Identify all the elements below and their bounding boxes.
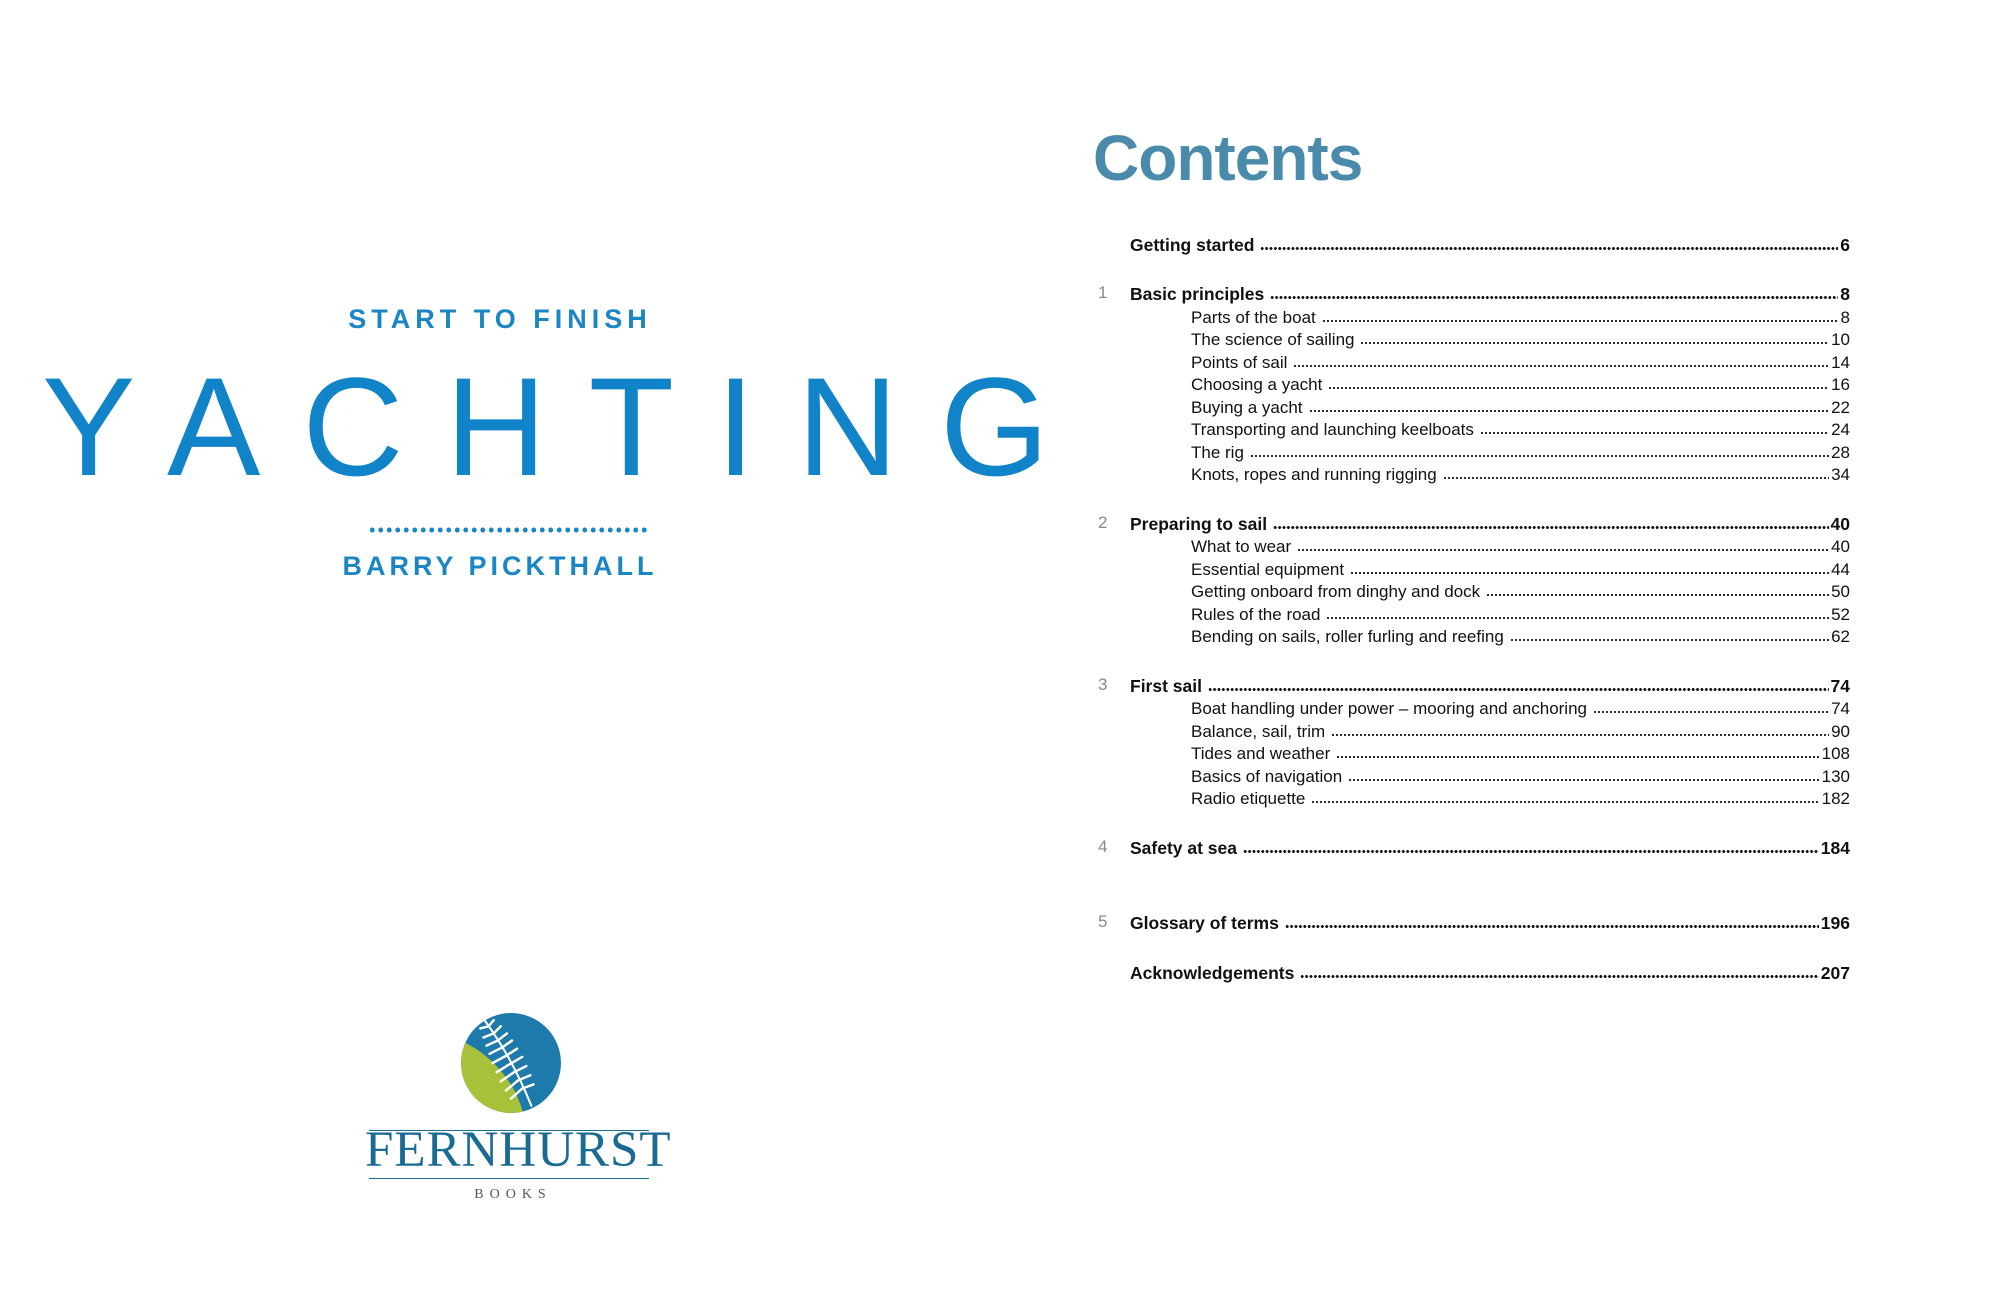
section-title: Radio etiquette — [1191, 789, 1306, 808]
toc-section-row — [1098, 742, 1850, 765]
section-title: What to wear — [1191, 537, 1292, 556]
toc-chapter-row — [1098, 912, 1850, 935]
page-number: 6 — [1840, 234, 1850, 255]
dot-leader — [1510, 639, 1829, 641]
section-title: Balance, sail, trim — [1191, 721, 1326, 741]
dot-leader — [1297, 549, 1829, 551]
section-title: The rig — [1191, 442, 1244, 462]
page-number: 108 — [1821, 744, 1850, 763]
toc-section-row — [1098, 557, 1850, 580]
toc-section-row — [1098, 764, 1850, 787]
dot-leader — [1348, 779, 1819, 781]
page-number: 16 — [1831, 375, 1850, 394]
page-number: 34 — [1831, 465, 1850, 484]
chapter-title: Acknowledgements — [1130, 962, 1295, 983]
toc-spacer — [1098, 859, 1850, 912]
logo-rule-bottom — [369, 1178, 649, 1179]
page-number: 8 — [1840, 307, 1850, 327]
section-title: Bending on sails, roller furling and reefing — [1191, 627, 1504, 646]
chapter-number: 4 — [1098, 836, 1108, 856]
dot-leader — [1593, 711, 1829, 713]
section-title: Rules of the road — [1191, 604, 1321, 624]
toc-chapter-row — [1098, 674, 1850, 697]
toc-section-row — [1098, 625, 1850, 648]
dot-leader — [1311, 801, 1819, 803]
toc-section-row — [1098, 580, 1850, 603]
dot-leader — [1326, 617, 1829, 619]
toc-section-row — [1098, 373, 1850, 396]
table-of-contents — [1098, 233, 1850, 984]
dot-leader — [1243, 850, 1819, 853]
chapter-number: 1 — [1098, 283, 1108, 302]
toc-section-row — [1098, 328, 1850, 351]
page-number: 74 — [1830, 675, 1850, 696]
section-title: Buying a yacht — [1191, 397, 1303, 417]
toc-section-row — [1098, 535, 1850, 558]
page-number: 22 — [1831, 397, 1850, 417]
chapter-title: Preparing to sail — [1130, 513, 1268, 534]
page-number: 184 — [1820, 837, 1850, 858]
page-number: 74 — [1831, 699, 1850, 718]
toc-section-row — [1098, 787, 1850, 810]
toc-chapter-row — [1098, 836, 1850, 859]
chapter-title: Getting started — [1130, 234, 1255, 255]
series-name: START TO FINISH — [348, 304, 652, 334]
chapter-number: 3 — [1098, 674, 1108, 694]
page-number: 207 — [1820, 962, 1850, 983]
toc-section-row — [1098, 440, 1850, 463]
toc-chapter-row — [1098, 283, 1850, 306]
chapter-number: 2 — [1098, 512, 1108, 532]
dot-leader — [1270, 296, 1838, 299]
section-title: Parts of the boat — [1191, 307, 1316, 327]
page-number: 62 — [1831, 627, 1850, 646]
page-number: 90 — [1831, 721, 1850, 741]
dot-leader — [1250, 455, 1829, 457]
toc-section-row — [1098, 305, 1850, 328]
dot-leader — [1293, 365, 1829, 367]
toc-spacer — [1098, 934, 1850, 961]
page-number: 182 — [1821, 789, 1850, 808]
section-title: Choosing a yacht — [1191, 375, 1323, 394]
toc-spacer — [1098, 485, 1850, 512]
chapter-title: Glossary of terms — [1130, 913, 1279, 933]
section-title: Transporting and launching keelboats — [1191, 420, 1474, 439]
section-title: Boat handling under power – mooring and anchoring — [1191, 699, 1587, 718]
dot-leader — [1336, 756, 1819, 758]
chapter-number: 5 — [1098, 912, 1108, 931]
page-number: 8 — [1840, 284, 1850, 304]
page-number: 50 — [1831, 582, 1850, 601]
dot-leader — [1273, 526, 1828, 529]
publisher-name: FERNHURST — [365, 1122, 672, 1178]
book-title: YACHTING — [42, 348, 1091, 505]
toc-section-row — [1098, 719, 1850, 742]
dot-leader — [1331, 734, 1829, 736]
dot-leader — [1322, 320, 1839, 322]
section-title: Basics of navigation — [1191, 766, 1343, 786]
dot-leader — [1260, 247, 1838, 250]
chapter-title: First sail — [1130, 675, 1202, 696]
toc-section-row — [1098, 602, 1850, 625]
toc-chapter-row — [1098, 961, 1850, 984]
section-title: Tides and weather — [1191, 744, 1331, 763]
dot-leader — [1309, 410, 1830, 412]
page-number: 196 — [1820, 913, 1850, 933]
contents-heading: Contents — [1093, 122, 1363, 194]
section-title: The science of sailing — [1191, 330, 1355, 349]
toc-section-row — [1098, 418, 1850, 441]
section-title: Essential equipment — [1191, 559, 1345, 579]
page-number: 10 — [1831, 330, 1850, 349]
page-number: 14 — [1831, 352, 1850, 372]
toc-chapter-row — [1098, 512, 1850, 535]
dotted-divider — [368, 526, 648, 534]
dot-leader — [1486, 594, 1829, 596]
fern-leaf-circle-icon — [460, 1012, 562, 1114]
toc-chapter-row — [1098, 233, 1850, 256]
chapter-title: Safety at sea — [1130, 837, 1238, 858]
dot-leader — [1285, 925, 1819, 928]
page-number: 28 — [1831, 442, 1850, 462]
chapter-title: Basic principles — [1130, 284, 1265, 304]
dot-leader — [1443, 477, 1829, 479]
page-number: 40 — [1830, 513, 1850, 534]
toc-section-row — [1098, 463, 1850, 486]
toc-section-row — [1098, 350, 1850, 373]
toc-spacer — [1098, 647, 1850, 674]
section-title: Getting onboard from dinghy and dock — [1191, 582, 1481, 601]
dot-leader — [1360, 342, 1829, 344]
toc-section-row — [1098, 395, 1850, 418]
page-number: 44 — [1831, 559, 1850, 579]
toc-spacer — [1098, 809, 1850, 836]
dot-leader — [1350, 572, 1829, 574]
toc-spacer — [1098, 256, 1850, 283]
dot-leader — [1300, 975, 1818, 978]
page-number: 24 — [1831, 420, 1850, 439]
dot-leader — [1208, 688, 1829, 691]
publisher-sub: BOOKS — [474, 1187, 552, 1202]
page-number: 130 — [1821, 766, 1850, 786]
toc-section-row — [1098, 697, 1850, 720]
section-title: Knots, ropes and running rigging — [1191, 465, 1437, 484]
dot-leader — [1328, 387, 1829, 389]
section-title: Points of sail — [1191, 352, 1288, 372]
author-name: BARRY PICKTHALL — [342, 551, 658, 581]
dot-leader — [1480, 432, 1829, 434]
page-number: 52 — [1831, 604, 1850, 624]
page-number: 40 — [1831, 537, 1850, 556]
